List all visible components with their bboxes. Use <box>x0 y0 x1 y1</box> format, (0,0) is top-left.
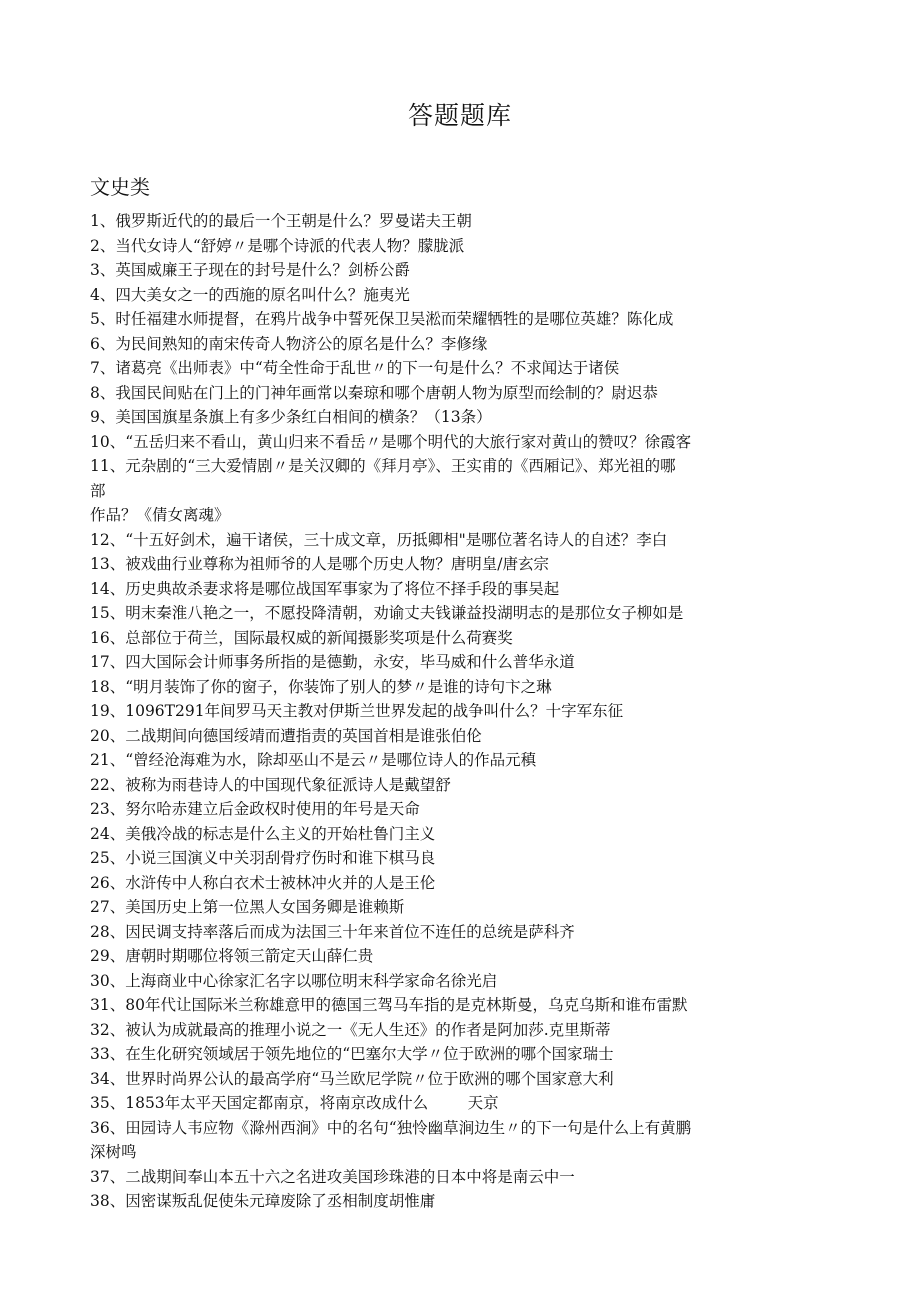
question-line: 24、美俄冷战的标志是什么主义的开始杜鲁门主义 <box>90 824 436 843</box>
question-line: 8、我国民间贴在门上的门神年画常以秦琼和哪个唐朝人物为原型而绘制的？尉迟恭 <box>90 383 658 402</box>
question-line: 1、俄罗斯近代的的最后一个王朝是什么？罗曼诺夫王朝 <box>90 212 472 230</box>
question-line: 29、唐朝时期哪位将领三箭定天山薛仁贵 <box>90 947 374 965</box>
question-line: 34、世界时尚界公认的最高学府“马兰欧尼学院〃位于欧洲的哪个国家意大利 <box>90 1069 614 1088</box>
question-line: 23、努尔哈赤建立后金政权时使用的年号是天命 <box>90 800 420 818</box>
section-heading: 文史类 <box>90 175 150 199</box>
question-line: 9、美国国旗星条旗上有多少条红白相间的横条？（13条） <box>90 408 492 426</box>
question-line: 16、总部位于荷兰，国际最权威的新闻摄影奖项是什么荷赛奖 <box>90 628 513 647</box>
question-line: 作品？《倩女离魂》 <box>90 506 230 524</box>
question-line: 5、时任福建水师提督，在鸦片战争中誓死保卫吴淞而荣耀牺牲的是哪位英雄？陈化成 <box>90 310 674 328</box>
question-line: 26、水浒传中人称白衣术士被林冲火并的人是王伦 <box>90 873 436 892</box>
question-line: 18、“明月装饰了你的窗子，你装饰了别人的梦〃是谁的诗句卞之琳 <box>90 677 552 696</box>
question-line: 2、当代女诗人“舒婷〃是哪个诗派的代表人物？朦胧派 <box>90 236 465 255</box>
question-line: 28、因民调支持率落后而成为法国三十年来首位不连任的总统是萨科齐 <box>90 922 575 941</box>
question-line: 32、被认为成就最高的推理小说之一《无人生还》的作者是阿加莎.克里斯蒂 <box>90 1020 611 1039</box>
question-line: 15、明末秦淮八艳之一，不愿投降清朝，劝谕丈夫钱谦益投湖明志的是那位女子柳如是 <box>90 604 684 622</box>
question-line: 35、1853年太平天国定都南京，将南京改成什么 天京 <box>90 1094 499 1112</box>
question-line: 12、“十五好剑术，遍干诸侯，三十成文章，历抵卿相"是哪位著名诗人的自述？李白 <box>90 530 668 549</box>
question-list <box>90 209 820 1214</box>
question-line: 14、历史典故杀妻求将是哪位战国军事家为了将位不择手段的事吴起 <box>90 579 560 598</box>
question-line: 31、80年代让国际米兰称雄意甲的德国三驾马车指的是克林斯曼，乌克乌斯和谁布雷默 <box>90 996 688 1014</box>
page-title: 答题题库 <box>407 101 512 130</box>
question-line: 4、四大美女之一的西施的原名叫什么？施夷光 <box>90 285 410 304</box>
question-line: 部 <box>90 481 106 500</box>
question-line: 36、田园诗人韦应物《滁州西涧》中的名句“独怜幽草涧边生〃的下一句是什么上有黄鹏 <box>90 1118 692 1137</box>
question-line: 38、因密谋叛乱促使朱元璋废除了丞相制度胡惟庸 <box>90 1192 436 1210</box>
question-line: 深树鸣 <box>90 1143 137 1161</box>
question-line: 11、元杂剧的“三大爱情剧〃是关汉卿的《拜月亭》、王实甫的《西厢记》、郑光祖的哪 <box>90 457 676 475</box>
question-line: 37、二战期间奉山本五十六之名进攻美国珍珠港的日本中将是南云中一 <box>90 1167 575 1186</box>
question-line: 25、小说三国演义中关羽刮骨疗伤时和谁下棋马良 <box>90 849 436 867</box>
question-line: 6、为民间熟知的南宋传奇人物济公的原名是什么？李修缘 <box>90 334 488 353</box>
question-line: 7、诸葛亮《出师表》中“苟全性命于乱世〃的下一句是什么？不求闻达于诸侯 <box>90 359 620 377</box>
question-line: 33、在生化研究领域居于领先地位的“巴塞尔大学〃位于欧洲的哪个国家瑞士 <box>90 1045 614 1063</box>
question-line: 21、“曾经沧海难为水，除却巫山不是云〃是哪位诗人的作品元稹 <box>90 751 537 769</box>
question-line: 3、英国威廉王子现在的封号是什么？剑桥公爵 <box>90 261 410 279</box>
question-line: 22、被称为雨巷诗人的中国现代象征派诗人是戴望舒 <box>90 775 451 794</box>
question-line: 30、上海商业中心徐家汇名字以哪位明末科学家命名徐光启 <box>90 971 498 990</box>
question-line: 10、“五岳归来不看山，黄山归来不看岳〃是哪个明代的大旅行家对黄山的赞叹？徐霞客 <box>90 432 692 451</box>
question-line: 19、1096T291年间罗马天主教对伊斯兰世界发起的战争叫什么？十字军东征 <box>90 702 624 720</box>
question-line: 27、美国历史上第一位黑人女国务卿是谁赖斯 <box>90 898 405 916</box>
question-line: 20、二战期间向德国绥靖而遭指责的英国首相是谁张伯伦 <box>90 726 482 745</box>
question-line: 13、被戏曲行业尊称为祖师爷的人是哪个历史人物？唐明皇/唐玄宗 <box>90 555 549 573</box>
question-line: 17、四大国际会计师事务所指的是德勤，永安，毕马威和什么普华永道 <box>90 653 575 671</box>
